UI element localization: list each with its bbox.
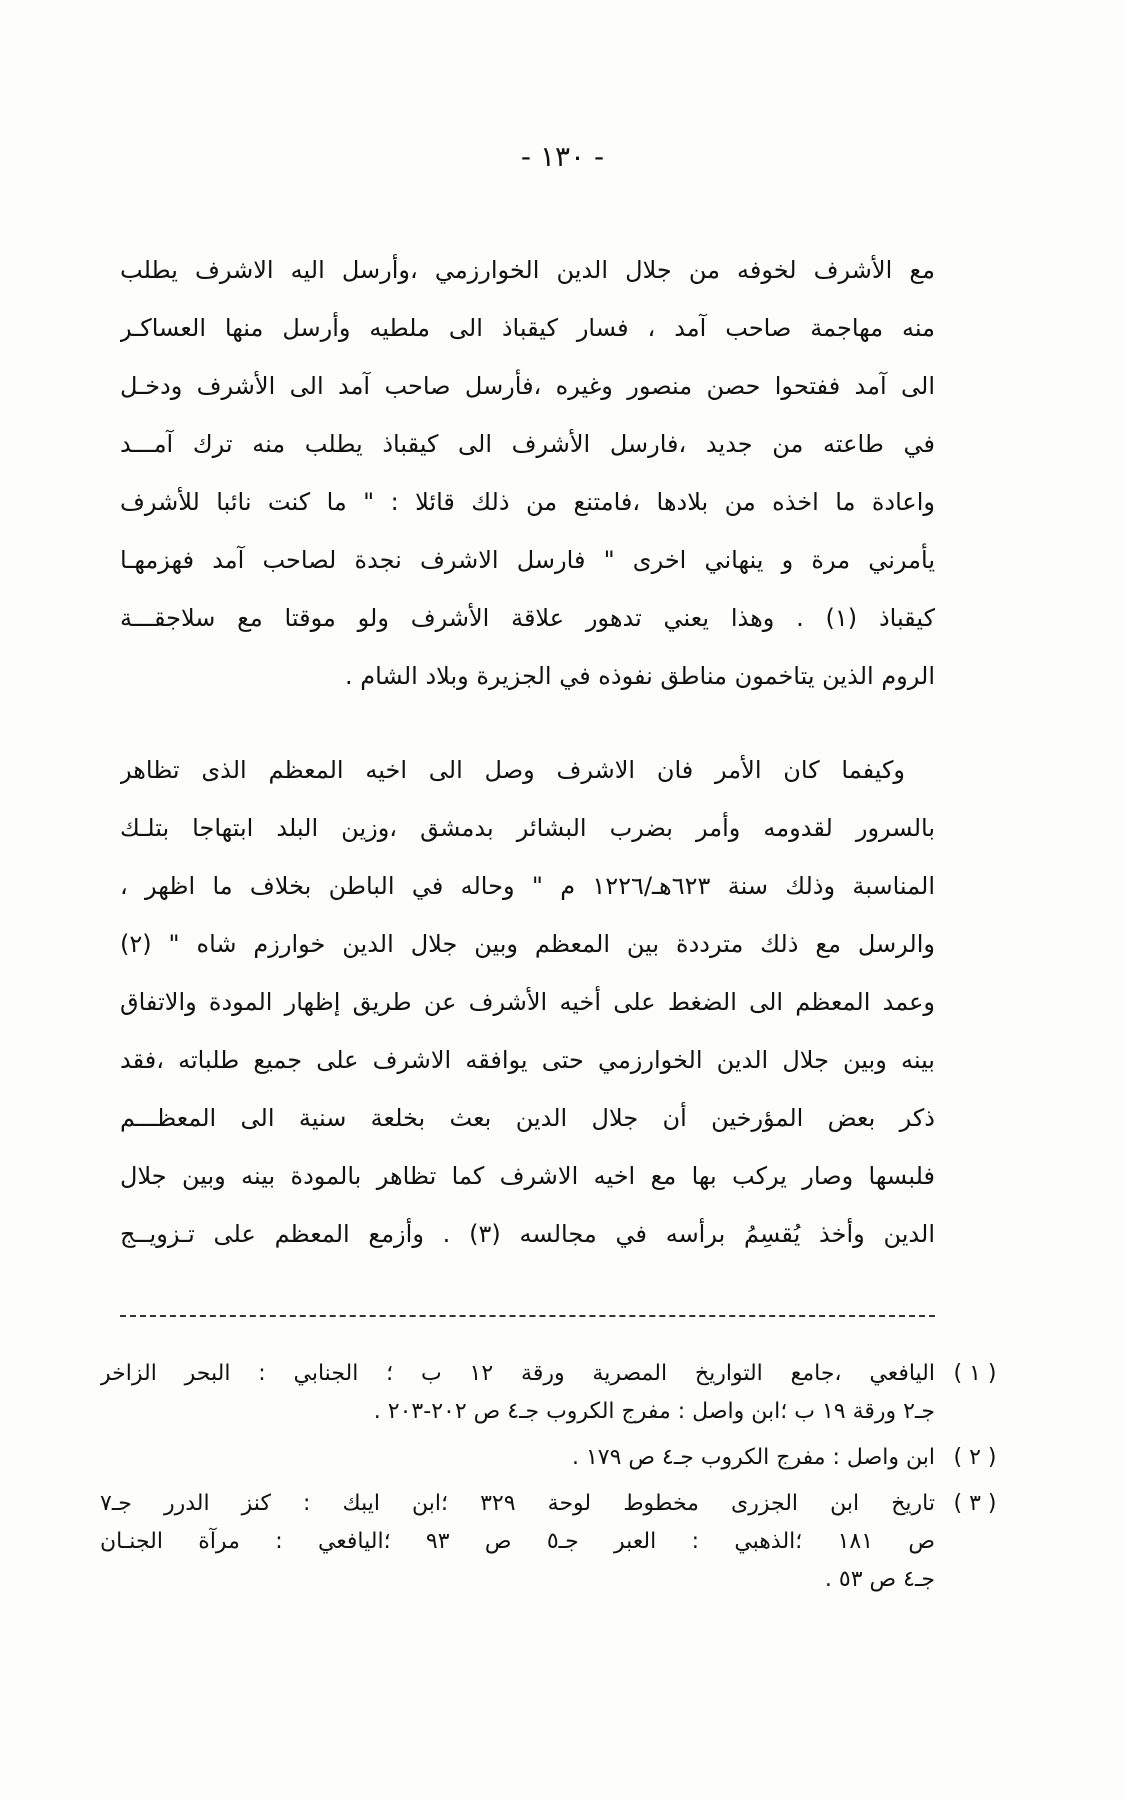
text-line: الى آمد ففتحوا حصن منصور وغيره ،فأرسل صاحب آمد الى الأشرف ودخـل — [120, 372, 935, 400]
text-line: ذكر بعض المؤرخين أن جلال الدين بعث بخلعة سنية الى المعظـــم — [120, 1104, 935, 1132]
text-line: وكيفما كان الأمر فان الاشرف وصل الى اخيه المعظم الذى تظاهر — [120, 756, 905, 784]
text-line: كيقباذ (١) . وهذا يعني تدهور علاقة الأشرف ولو موقتا مع سلاجقـــة — [120, 604, 935, 632]
footnotes — [100, 1355, 997, 1607]
text-line: وعمد المعظم الى الضغط على أخيه الأشرف عن طريق إظهار المودة والاتفاق — [120, 988, 935, 1016]
footnote-1 — [100, 1355, 997, 1431]
footnote-line: ص ١٨١ ؛الذهبي : العبر جـ٥ ص ٩٣ ؛اليافعي : مرآة الجنـان — [100, 1529, 935, 1554]
footnote-number: ( ١ ) — [953, 1361, 997, 1386]
footnote-number: ( ٣ ) — [953, 1491, 997, 1516]
text-line: يأمرني مرة و ينهاني اخرى " فارسل الاشرف نجدة لصاحب آمد فهزمهـا — [120, 546, 935, 574]
footnote-line: اليافعي ،جامع التواريخ المصرية ورقة ١٢ ب ؛ الجنابي : البحر الزاخر — [100, 1361, 935, 1386]
footnote-line: جـ٤ ص ٥٣ . — [824, 1567, 935, 1592]
text-line: بالسرور لقدومه وأمر بضرب البشائر بدمشق ،وزين البلد ابتهاجا بتلـك — [120, 814, 935, 842]
text-line: الروم الذين يتاخمون مناطق نفوذه في الجزيرة وبلاد الشام . — [345, 662, 935, 690]
footnote-separator — [120, 1315, 935, 1317]
text-line: بينه وبين جلال الدين الخوارزمي حتى يوافقه الاشرف على جميع طلباته ،فقد — [120, 1046, 935, 1074]
text-line: منه مهاجمة صاحب آمد ، فسار كيقباذ الى ملطيه وأرسل منها العساكـر — [120, 314, 935, 342]
footnote-line: جـ٢ ورقة ١٩ ب ؛ابن واصل : مفرج الكروب جـ٤ ص ٢٠٢-٢٠٣ . — [373, 1399, 935, 1424]
text-line: المناسبة وذلك سنة ٦٢٣هـ/١٢٢٦ م " وحاله في الباطن بخلاف ما اظهر ، — [120, 872, 935, 900]
footnote-line: تاريخ ابن الجزرى مخطوط لوحة ٣٢٩ ؛ابن ايبك : كنز الدرر جـ٧ — [100, 1491, 935, 1516]
text-line: في طاعته من جديد ،فارسل الأشرف الى كيقباذ يطلب منه ترك آمـــد — [120, 430, 935, 458]
text-line: فلبسها وصار يركب بها مع اخيه الاشرف كما تظاهر بالمودة بينه وبين جلال — [120, 1162, 935, 1190]
text-line: واعادة ما اخذه من بلادها ،فامتنع من ذلك قائلا : " ما كنت نائبا للأشرف — [120, 488, 935, 516]
text-line: مع الأشرف لخوفه من جلال الدين الخوارزمي ،وأرسل اليه الاشرف يطلب — [120, 256, 935, 284]
footnote-3 — [100, 1485, 997, 1599]
page-number: - ١٣٠ - — [520, 140, 605, 173]
footnote-number: ( ٢ ) — [953, 1445, 997, 1470]
footnote-2 — [100, 1439, 997, 1477]
footnote-line: ابن واصل : مفرج الكروب جـ٤ ص ١٧٩ . — [571, 1445, 935, 1470]
text-line: والرسل مع ذلك مترددة بين المعظم وبين جلال الدين خوارزم شاه " (٢) — [120, 930, 935, 958]
text-line: الدين وأخذ يُقسِمُ برأسه في مجالسه (٣) . وأزمع المعظم على تـزويــج — [120, 1220, 935, 1248]
